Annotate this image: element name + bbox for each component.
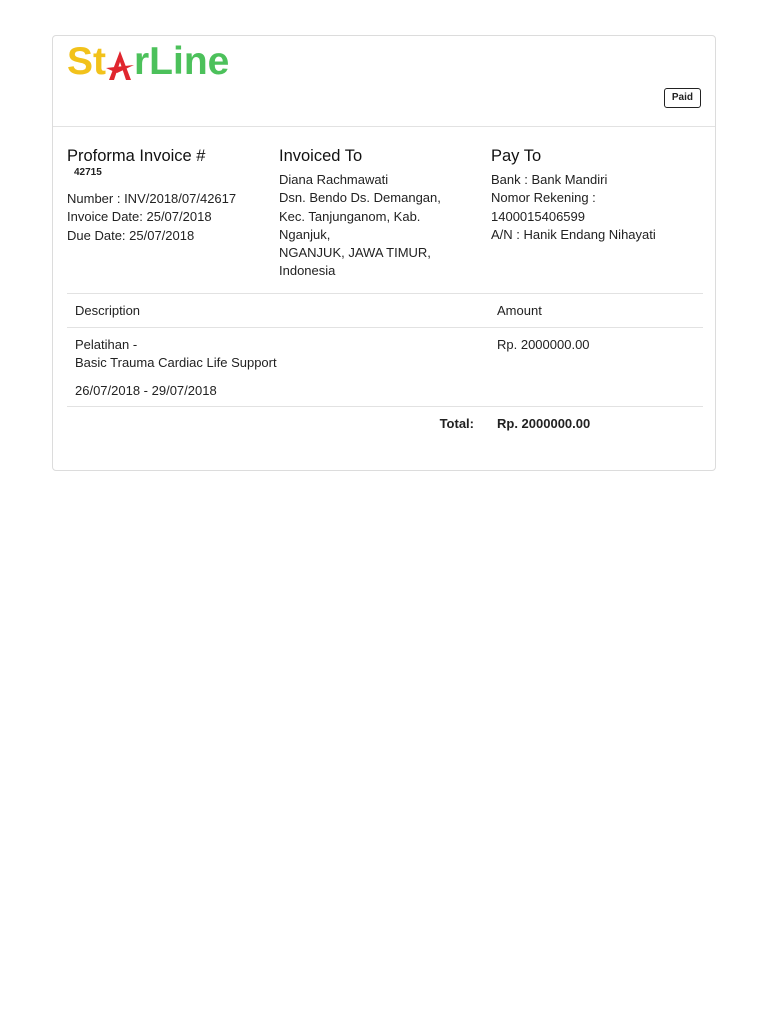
description-header: Description [75, 303, 141, 318]
item-dates: 26/07/2018 - 29/07/2018 [75, 382, 217, 398]
pay-to-line: Nomor Rekening : [491, 190, 596, 206]
invoice-id: 42715 [74, 167, 102, 178]
invoiced-to-heading: Invoiced To [279, 147, 363, 165]
invoice-heading: Proforma Invoice # [67, 147, 206, 165]
pay-to [491, 146, 703, 281]
invoiced-to-line: Kec. Tanjunganom, Kab. [279, 208, 421, 224]
item-desc-line1: Pelatihan - [75, 337, 138, 352]
pay-to-line: 1400015406599 [491, 208, 585, 224]
invoiced-to [279, 146, 491, 281]
invoiced-to-line: NGANJUK, JAWA TIMUR, [279, 245, 431, 261]
pay-to-heading: Pay To [491, 147, 542, 165]
item-amount: Rp. 2000000.00 [497, 337, 590, 352]
item-desc-line2: Basic Trauma Cardiac Life Support [75, 355, 277, 371]
table-header-row [67, 293, 703, 327]
invoice-date: Invoice Date: 25/07/2018 [67, 209, 212, 225]
invoice-info [67, 146, 703, 281]
total-value: Rp. 2000000.00 [497, 415, 591, 431]
invoiced-to-line: Dsn. Bendo Ds. Demangan, [279, 190, 441, 206]
pay-to-line: Bank : Bank Mandiri [491, 172, 608, 187]
invoice-items-table [67, 293, 703, 439]
total-row [67, 406, 703, 439]
pay-to-line: A/N : Hanik Endang Nihayati [491, 226, 656, 242]
invoice-details [67, 146, 279, 281]
due-date: Due Date: 25/07/2018 [67, 227, 195, 243]
invoiced-to-line: Diana Rachmawati [279, 172, 389, 187]
table-row [67, 327, 703, 406]
invoice-number: Number : INV/2018/07/42617 [67, 191, 237, 206]
invoiced-to-line: Indonesia [279, 263, 336, 279]
starline-logo: St rLine [67, 40, 230, 83]
invoiced-to-line: Nganjuk, [279, 226, 331, 242]
item-description [67, 336, 489, 406]
invoice-header [53, 36, 715, 127]
total-label: Total: [439, 415, 474, 431]
status-badge: Paid [664, 88, 701, 108]
invoice-card [52, 35, 716, 471]
star-a-logo-icon [105, 48, 135, 82]
amount-header: Amount [497, 303, 542, 318]
